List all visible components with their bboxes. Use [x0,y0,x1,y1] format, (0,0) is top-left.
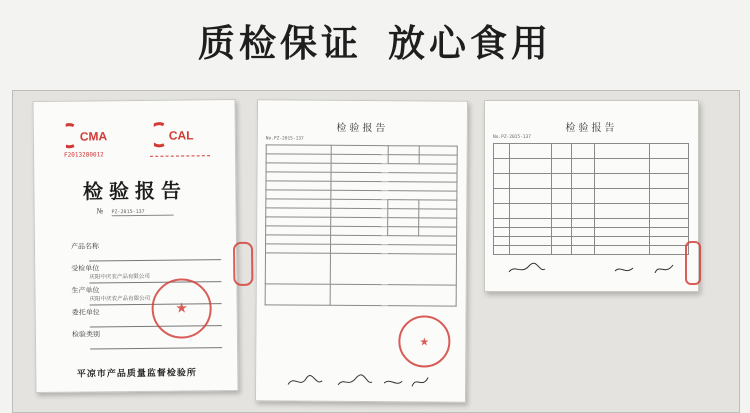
report-cover-page [32,99,238,393]
official-seal-stamp: ★ [398,315,450,367]
table-row [265,284,456,306]
detail-info-table [265,144,458,306]
report-detail-page [255,99,468,402]
field-inspected-unit [71,262,221,284]
cal-cert-code-underline [150,150,210,157]
official-seal-stamp: ★ [151,278,212,339]
field-value: 庆阳中庆农产品有限公司 [89,272,221,283]
cal-logo-icon [154,120,204,149]
report-results-page [484,100,699,292]
edge-seal-stamp [685,241,701,285]
report-results-title: 检验报告 [565,123,618,134]
field-value [89,250,221,261]
field-label: 委托单位 [71,308,100,317]
report-detail-title: 检验报告 [336,122,389,135]
report-number-label: № [96,207,104,216]
report-number [97,207,174,217]
report-number-value: PZ-2015-137 [111,209,173,217]
field-value: 庆阳中庆农产品有限公司 [90,294,222,305]
signatures-icon [286,372,436,391]
table-row [494,228,689,237]
page-headline [0,14,750,72]
report-title: 检验报告 [82,178,188,204]
report-results-number: No.PZ-2015-137 [493,135,531,140]
cal-logo-text: CAL [168,128,194,143]
results-table [493,143,689,255]
field-label: 产品名称 [70,242,100,251]
signatures-icon [505,261,685,277]
headline-quality-text: 质检保证 [198,21,362,65]
field-value [90,338,222,349]
headline-assurance-text: 放心食用 [388,21,552,65]
table-row [494,219,689,228]
cma-logo-text: CMA [79,129,108,144]
report-issuer: 平凉市产品质量监督检验所 [76,368,197,380]
cma-logo-icon [66,121,116,150]
table-row [265,253,456,285]
report-detail-number: No.PZ-2015-137 [265,136,304,142]
table-row [494,204,689,219]
table-row [494,246,689,255]
cma-cert-code: F2013280012 [64,151,104,159]
field-label: 检验类别 [71,330,100,339]
field-label: 生产单位 [71,286,100,295]
table-row [494,237,689,246]
table-row [494,174,689,189]
table-row [494,144,689,159]
table-row [494,159,689,174]
edge-seal-stamp [233,242,253,286]
table-row [494,189,689,204]
field-label: 受检单位 [71,264,100,273]
field-product-name [71,240,221,262]
